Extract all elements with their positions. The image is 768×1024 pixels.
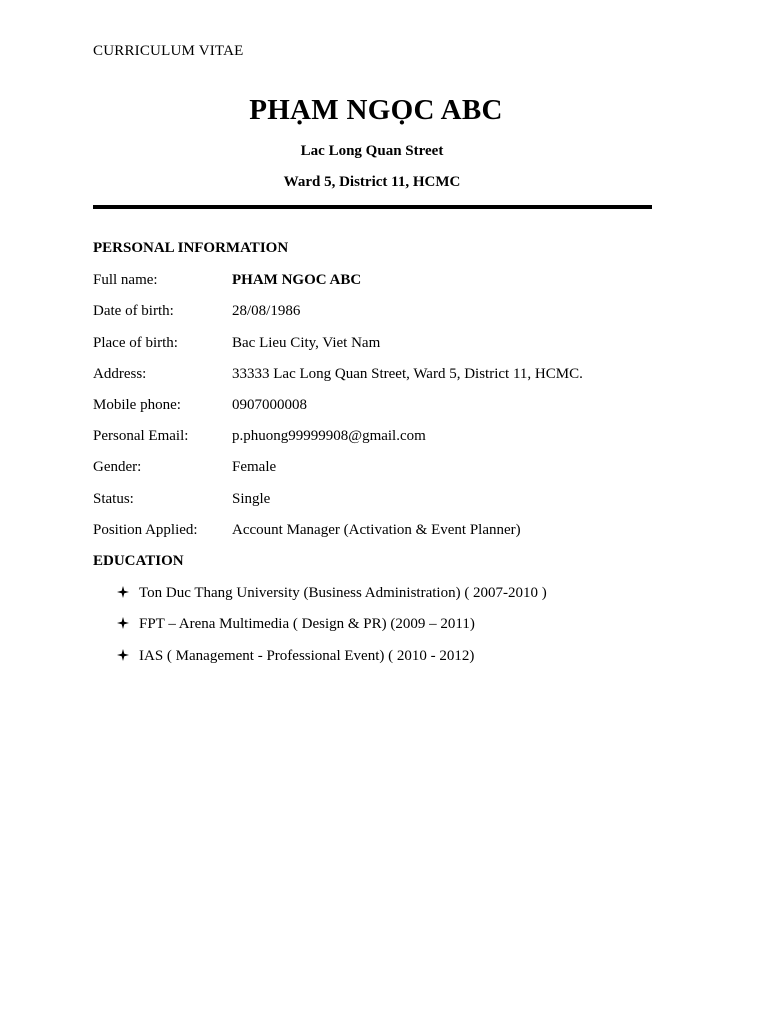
info-label: Mobile phone: bbox=[93, 397, 181, 413]
info-label: Personal Email: bbox=[93, 428, 189, 444]
info-label: Position Applied: bbox=[93, 522, 198, 538]
info-value: Single bbox=[232, 491, 271, 507]
education-item bbox=[117, 648, 474, 665]
education-item bbox=[117, 616, 475, 633]
education-item bbox=[117, 585, 547, 602]
info-value: PHAM NGOC ABC bbox=[232, 272, 362, 288]
info-label: Date of birth: bbox=[93, 303, 174, 319]
info-value: Account Manager (Activation & Event Planner) bbox=[232, 522, 521, 538]
education-heading: EDUCATION bbox=[93, 553, 184, 569]
education-item-text: FPT – Arena Multimedia ( Design & PR) (2009 – 2011) bbox=[139, 616, 475, 632]
diamond-bullet-icon bbox=[117, 586, 129, 598]
personal-information-heading: PERSONAL INFORMATION bbox=[93, 240, 289, 256]
info-label: Status: bbox=[93, 491, 134, 507]
header-divider bbox=[93, 205, 652, 209]
diamond-bullet-icon bbox=[117, 617, 129, 629]
address-line-2: Ward 5, District 11, HCMC bbox=[283, 174, 461, 190]
candidate-name: PHẠM NGỌC ABC bbox=[249, 94, 503, 126]
info-value: 0907000008 bbox=[232, 397, 307, 413]
info-label: Full name: bbox=[93, 272, 158, 288]
info-label: Gender: bbox=[93, 459, 142, 475]
education-item-text: IAS ( Management - Professional Event) ( 2010 - 2012) bbox=[139, 648, 475, 664]
info-value: Female bbox=[232, 459, 277, 475]
info-value: 28/08/1986 bbox=[232, 303, 301, 319]
info-value: p.phuong99999908@gmail.com bbox=[232, 428, 426, 444]
address-line-1: Lac Long Quan Street bbox=[300, 143, 444, 159]
info-label: Place of birth: bbox=[93, 335, 178, 351]
diamond-bullet-icon bbox=[117, 649, 129, 661]
education-item-text: Ton Duc Thang University (Business Administration) ( 2007-2010 ) bbox=[139, 585, 547, 601]
info-value: 33333 Lac Long Quan Street, Ward 5, District 11, HCMC. bbox=[232, 366, 583, 382]
document-type-label: CURRICULUM VITAE bbox=[93, 43, 244, 59]
info-value: Bac Lieu City, Viet Nam bbox=[232, 335, 381, 351]
info-label: Address: bbox=[93, 366, 147, 382]
